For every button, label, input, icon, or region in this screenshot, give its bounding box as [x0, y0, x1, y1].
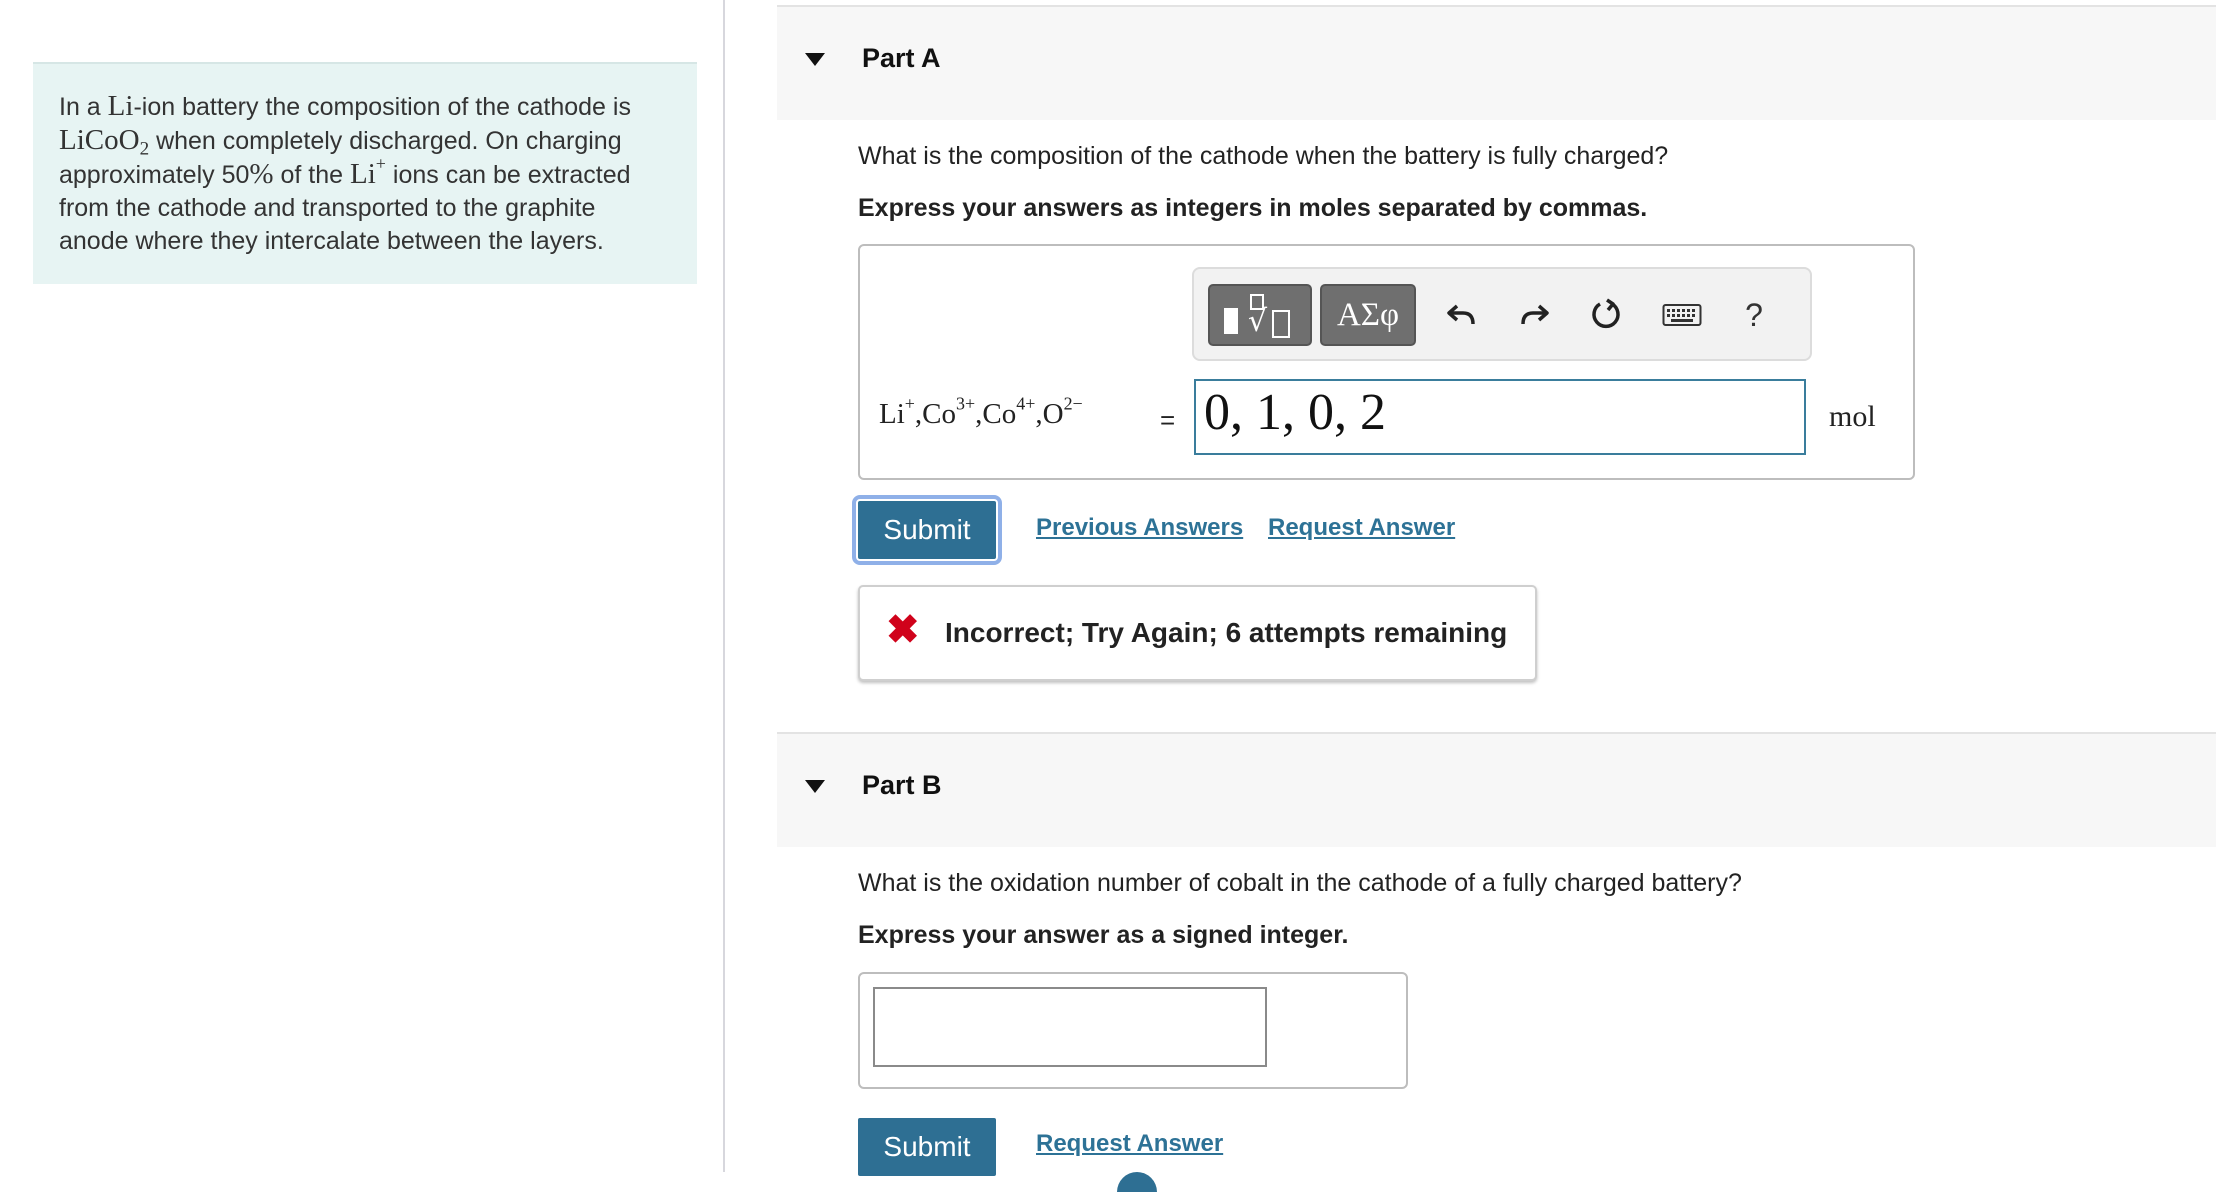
feedback-message: Incorrect; Try Again; 6 attempts remaining — [945, 617, 1508, 648]
submit-button[interactable]: Submit — [858, 1118, 996, 1176]
part-a-header[interactable] — [777, 5, 2216, 120]
problem-intro — [33, 62, 697, 284]
request-answer-link[interactable]: Request Answer — [1268, 514, 1456, 541]
unit-label: mol — [1829, 400, 1876, 433]
intro-text: when completely discharged. On charging approximately 50 — [59, 127, 622, 189]
intro-text: In a — [59, 93, 108, 121]
math-toolbar — [1192, 267, 1812, 361]
undo-icon[interactable] — [1438, 291, 1486, 339]
intro-text: of the — [273, 161, 351, 189]
keyboard-icon[interactable] — [1658, 291, 1706, 339]
previous-answers-link[interactable]: Previous Answers — [1036, 514, 1244, 541]
formula-label: $Li^+,Co^{3+},Co^{4+},O^{2-}$ — [879, 393, 1083, 430]
intro-text: -ion battery the composition of the cathode is — [133, 93, 631, 121]
intro-math-licoo2: LiCoO$_2$ — [59, 124, 150, 160]
part-b-instruction: Express your answer as a signed integer. — [858, 921, 1349, 949]
column-divider — [723, 0, 725, 1172]
intro-text: ions can be extracted from the cathode and transported to the graphite anode where they intercalate between the layers. — [59, 161, 631, 255]
incorrect-icon: ✖ — [886, 608, 920, 652]
scroll-indicator[interactable] — [1117, 1172, 1157, 1192]
greek-symbols-button[interactable]: ΑΣφ — [1320, 284, 1416, 346]
intro-math-li-ion: Li+ — [350, 153, 386, 190]
intro-math-li: Li — [107, 90, 134, 122]
intro-math-percent: % — [249, 158, 274, 190]
collapse-caret-icon[interactable] — [805, 53, 825, 66]
reset-icon[interactable] — [1582, 291, 1630, 339]
template-block-icon — [1224, 308, 1238, 334]
answer-input[interactable]: 0, 1, 0, 2 — [1194, 379, 1806, 455]
collapse-caret-icon[interactable] — [805, 780, 825, 793]
template-radical-icon: √ — [1248, 304, 1268, 339]
feedback-box — [858, 585, 1537, 681]
templates-button[interactable] — [1208, 284, 1312, 346]
part-b-header[interactable] — [777, 732, 2216, 847]
template-box-icon — [1272, 310, 1290, 338]
part-a-title: Part A — [862, 43, 941, 73]
part-a-instruction: Express your answers as integers in moles separated by commas. — [858, 194, 1648, 222]
part-b-title: Part B — [862, 770, 942, 800]
request-answer-link[interactable]: Request Answer — [1036, 1130, 1224, 1157]
equals-sign: = — [1160, 405, 1176, 435]
answer-input[interactable] — [873, 987, 1267, 1067]
redo-icon[interactable] — [1510, 291, 1558, 339]
help-button[interactable]: ? — [1745, 296, 1763, 333]
part-b-question: What is the oxidation number of cobalt in the cathode of a fully charged battery? — [858, 869, 1742, 897]
part-a-question: What is the composition of the cathode when the battery is fully charged? — [858, 142, 1669, 170]
submit-button[interactable]: Submit — [858, 501, 996, 559]
